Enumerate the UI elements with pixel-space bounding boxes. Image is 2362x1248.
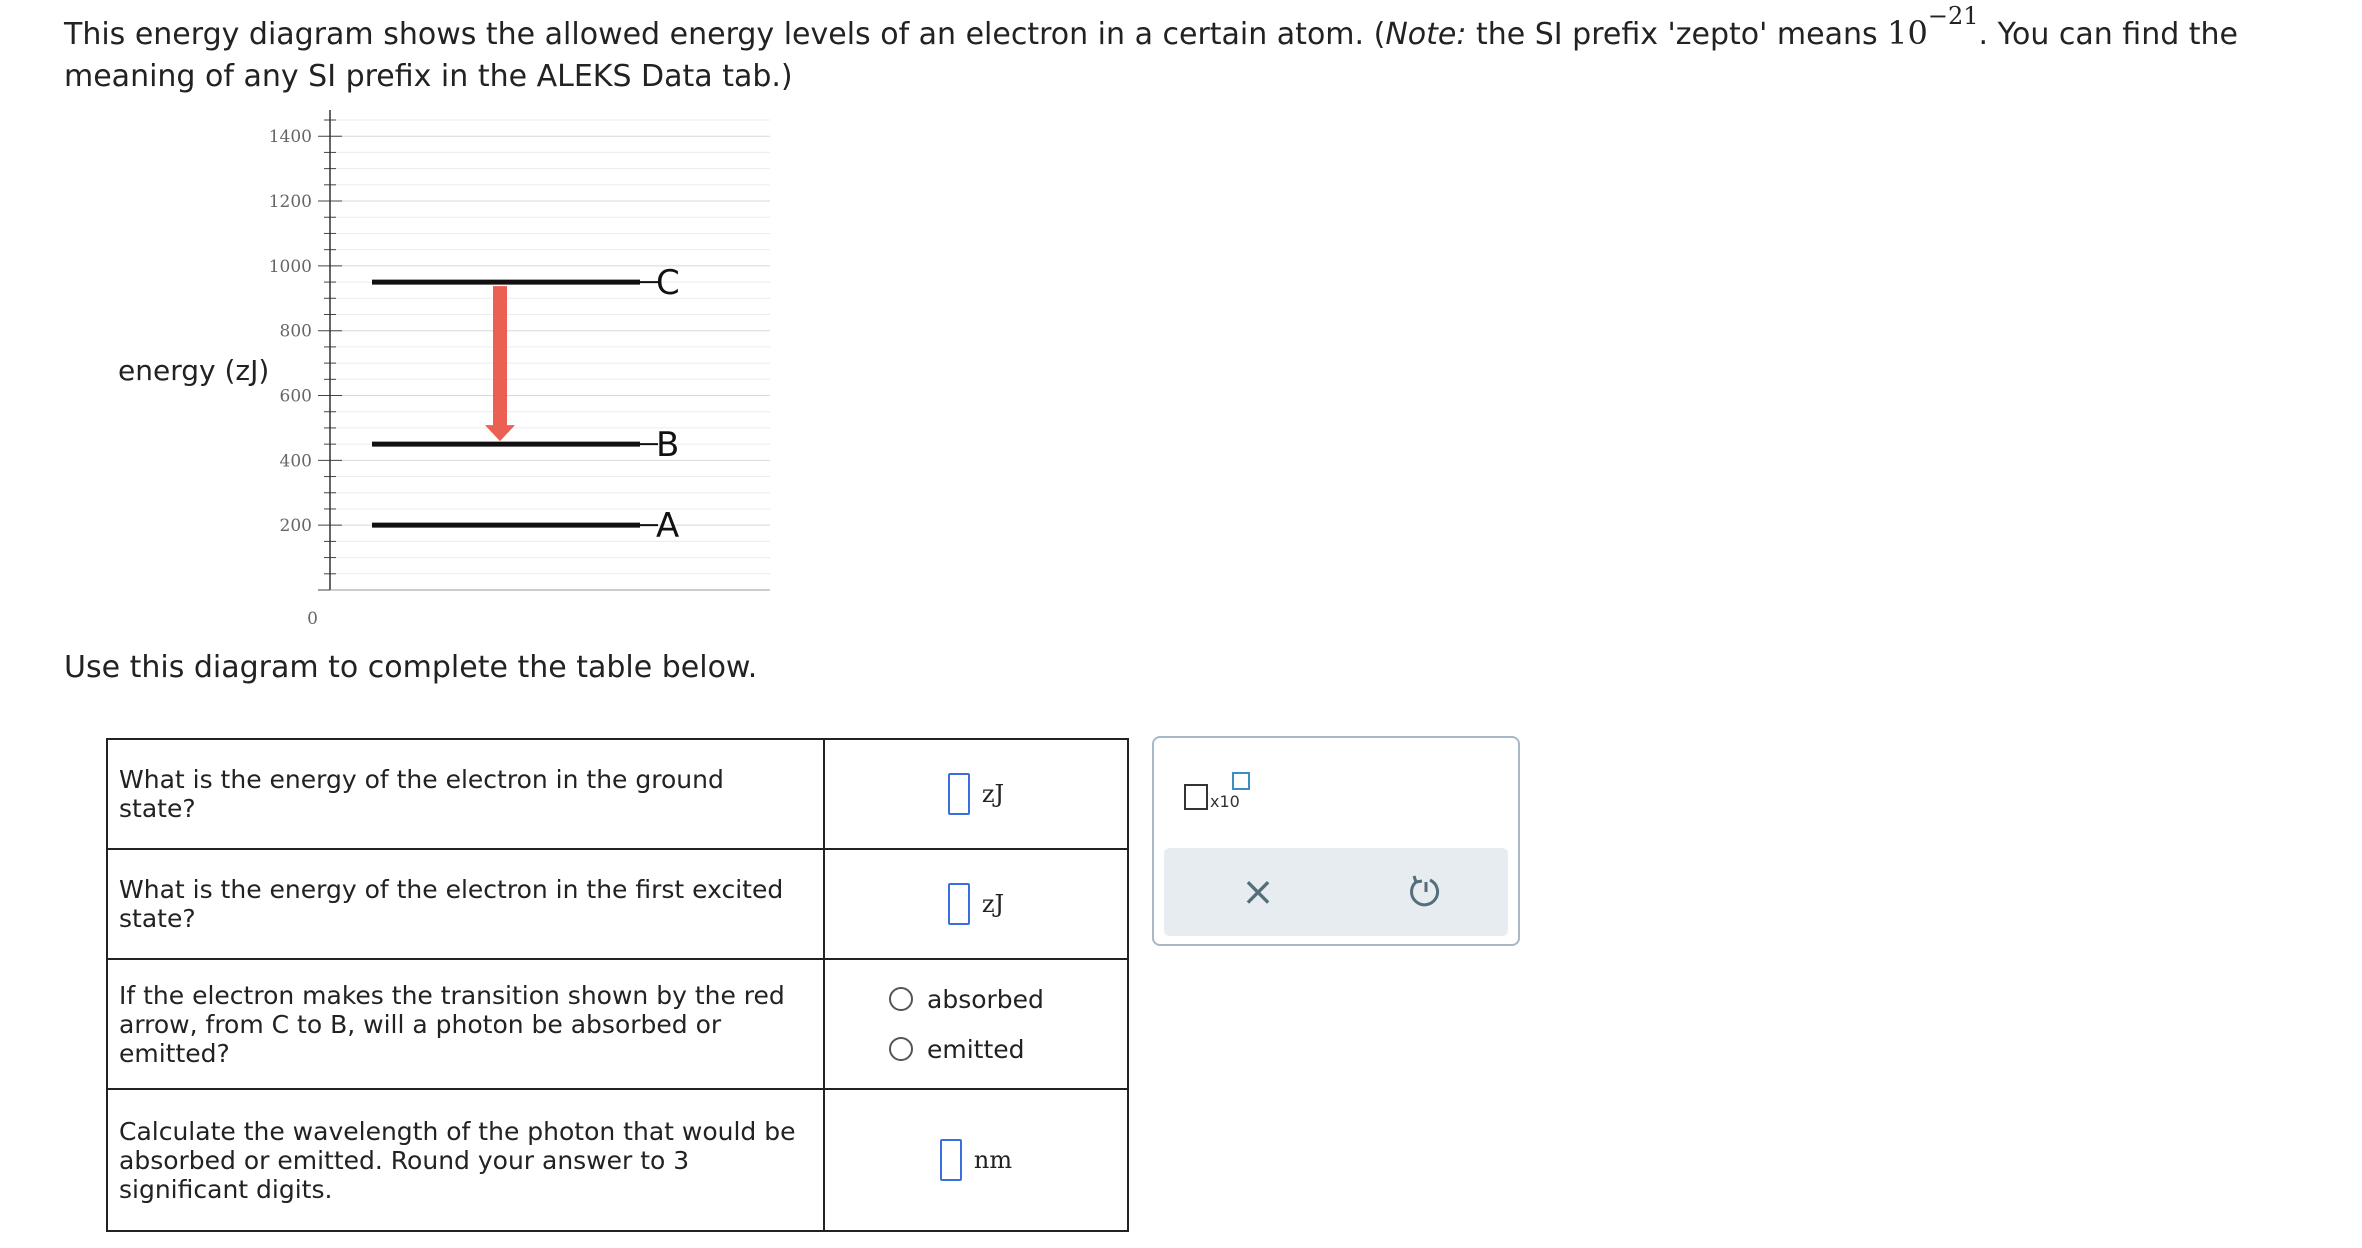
unit-label: zJ bbox=[981, 890, 1005, 918]
power-base: 10 bbox=[1887, 14, 1928, 52]
radio-option-absorbed[interactable] bbox=[825, 974, 1127, 1024]
mantissa-box-icon bbox=[1184, 784, 1208, 810]
x10-label: x10 bbox=[1210, 792, 1240, 811]
y-tick-label: 0 bbox=[307, 609, 318, 629]
question-table bbox=[106, 738, 1129, 1232]
question-text: What is the energy of the electron in the ground state? bbox=[107, 739, 824, 849]
action-bar bbox=[1164, 848, 1508, 936]
instruction-text: Use this diagram to complete the table below. bbox=[64, 650, 758, 685]
unit-label: zJ bbox=[981, 780, 1005, 808]
level-label-c: C bbox=[656, 263, 680, 304]
energy-diagram bbox=[100, 110, 800, 630]
energy-diagram-svg bbox=[100, 110, 800, 630]
table-row bbox=[107, 849, 1128, 959]
question-text: Calculate the wavelength of the photon that would be absorbed or emitted. Round your answer to 3 significant digits. bbox=[107, 1089, 824, 1231]
problem-statement: This energy diagram shows the allowed energy levels of an electron in a certain atom. (Note: the SI prefix 'zepto' means $10^{-21}$. You can find the meaning of any SI prefix in the ALEKS Data tab.) bbox=[64, 2, 2239, 94]
power-exponent: −21 bbox=[1927, 2, 1979, 30]
answer-field bbox=[825, 1139, 1127, 1181]
question-text: If the electron makes the transition shown by the red arrow, from C to B, will a photon be absorbed or emitted? bbox=[107, 959, 824, 1089]
y-tick-label: 1400 bbox=[268, 127, 312, 148]
radio-option-emitted[interactable] bbox=[825, 1024, 1127, 1074]
ground-state-input[interactable] bbox=[948, 773, 970, 815]
table-row bbox=[107, 739, 1128, 849]
first-excited-state-input[interactable] bbox=[948, 883, 970, 925]
note-label: Note: bbox=[1385, 17, 1467, 52]
answer-toolbox bbox=[1152, 736, 1520, 946]
close-icon[interactable]: × bbox=[1241, 869, 1275, 915]
y-tick-label: 200 bbox=[279, 516, 312, 537]
level-label-b: B bbox=[656, 425, 680, 466]
answer-field bbox=[825, 883, 1127, 925]
table-row bbox=[107, 1089, 1128, 1231]
scientific-notation-button[interactable] bbox=[1184, 772, 1254, 822]
table-row bbox=[107, 959, 1128, 1089]
y-axis-label: energy (zJ) bbox=[118, 354, 270, 387]
question-text: What is the energy of the electron in the first excited state? bbox=[107, 849, 824, 959]
y-tick-label: 1200 bbox=[268, 192, 312, 213]
unit-label: nm bbox=[973, 1146, 1013, 1174]
y-tick-label: 800 bbox=[279, 321, 312, 342]
transition-arrow-head bbox=[485, 425, 515, 441]
y-tick-label: 600 bbox=[279, 386, 312, 407]
absorbed-radio[interactable] bbox=[889, 987, 913, 1011]
level-label-a: A bbox=[656, 506, 680, 547]
y-tick-label: 1000 bbox=[268, 256, 312, 277]
radio-label: absorbed bbox=[927, 984, 1044, 1014]
answer-field bbox=[825, 773, 1127, 815]
radio-label: emitted bbox=[927, 1034, 1025, 1064]
emitted-radio[interactable] bbox=[889, 1037, 913, 1061]
transition-arrow-shaft bbox=[493, 286, 507, 427]
wavelength-input[interactable] bbox=[940, 1139, 962, 1181]
exponent-box-icon bbox=[1232, 772, 1250, 790]
y-tick-label: 400 bbox=[279, 451, 312, 472]
undo-icon[interactable] bbox=[1402, 868, 1450, 916]
